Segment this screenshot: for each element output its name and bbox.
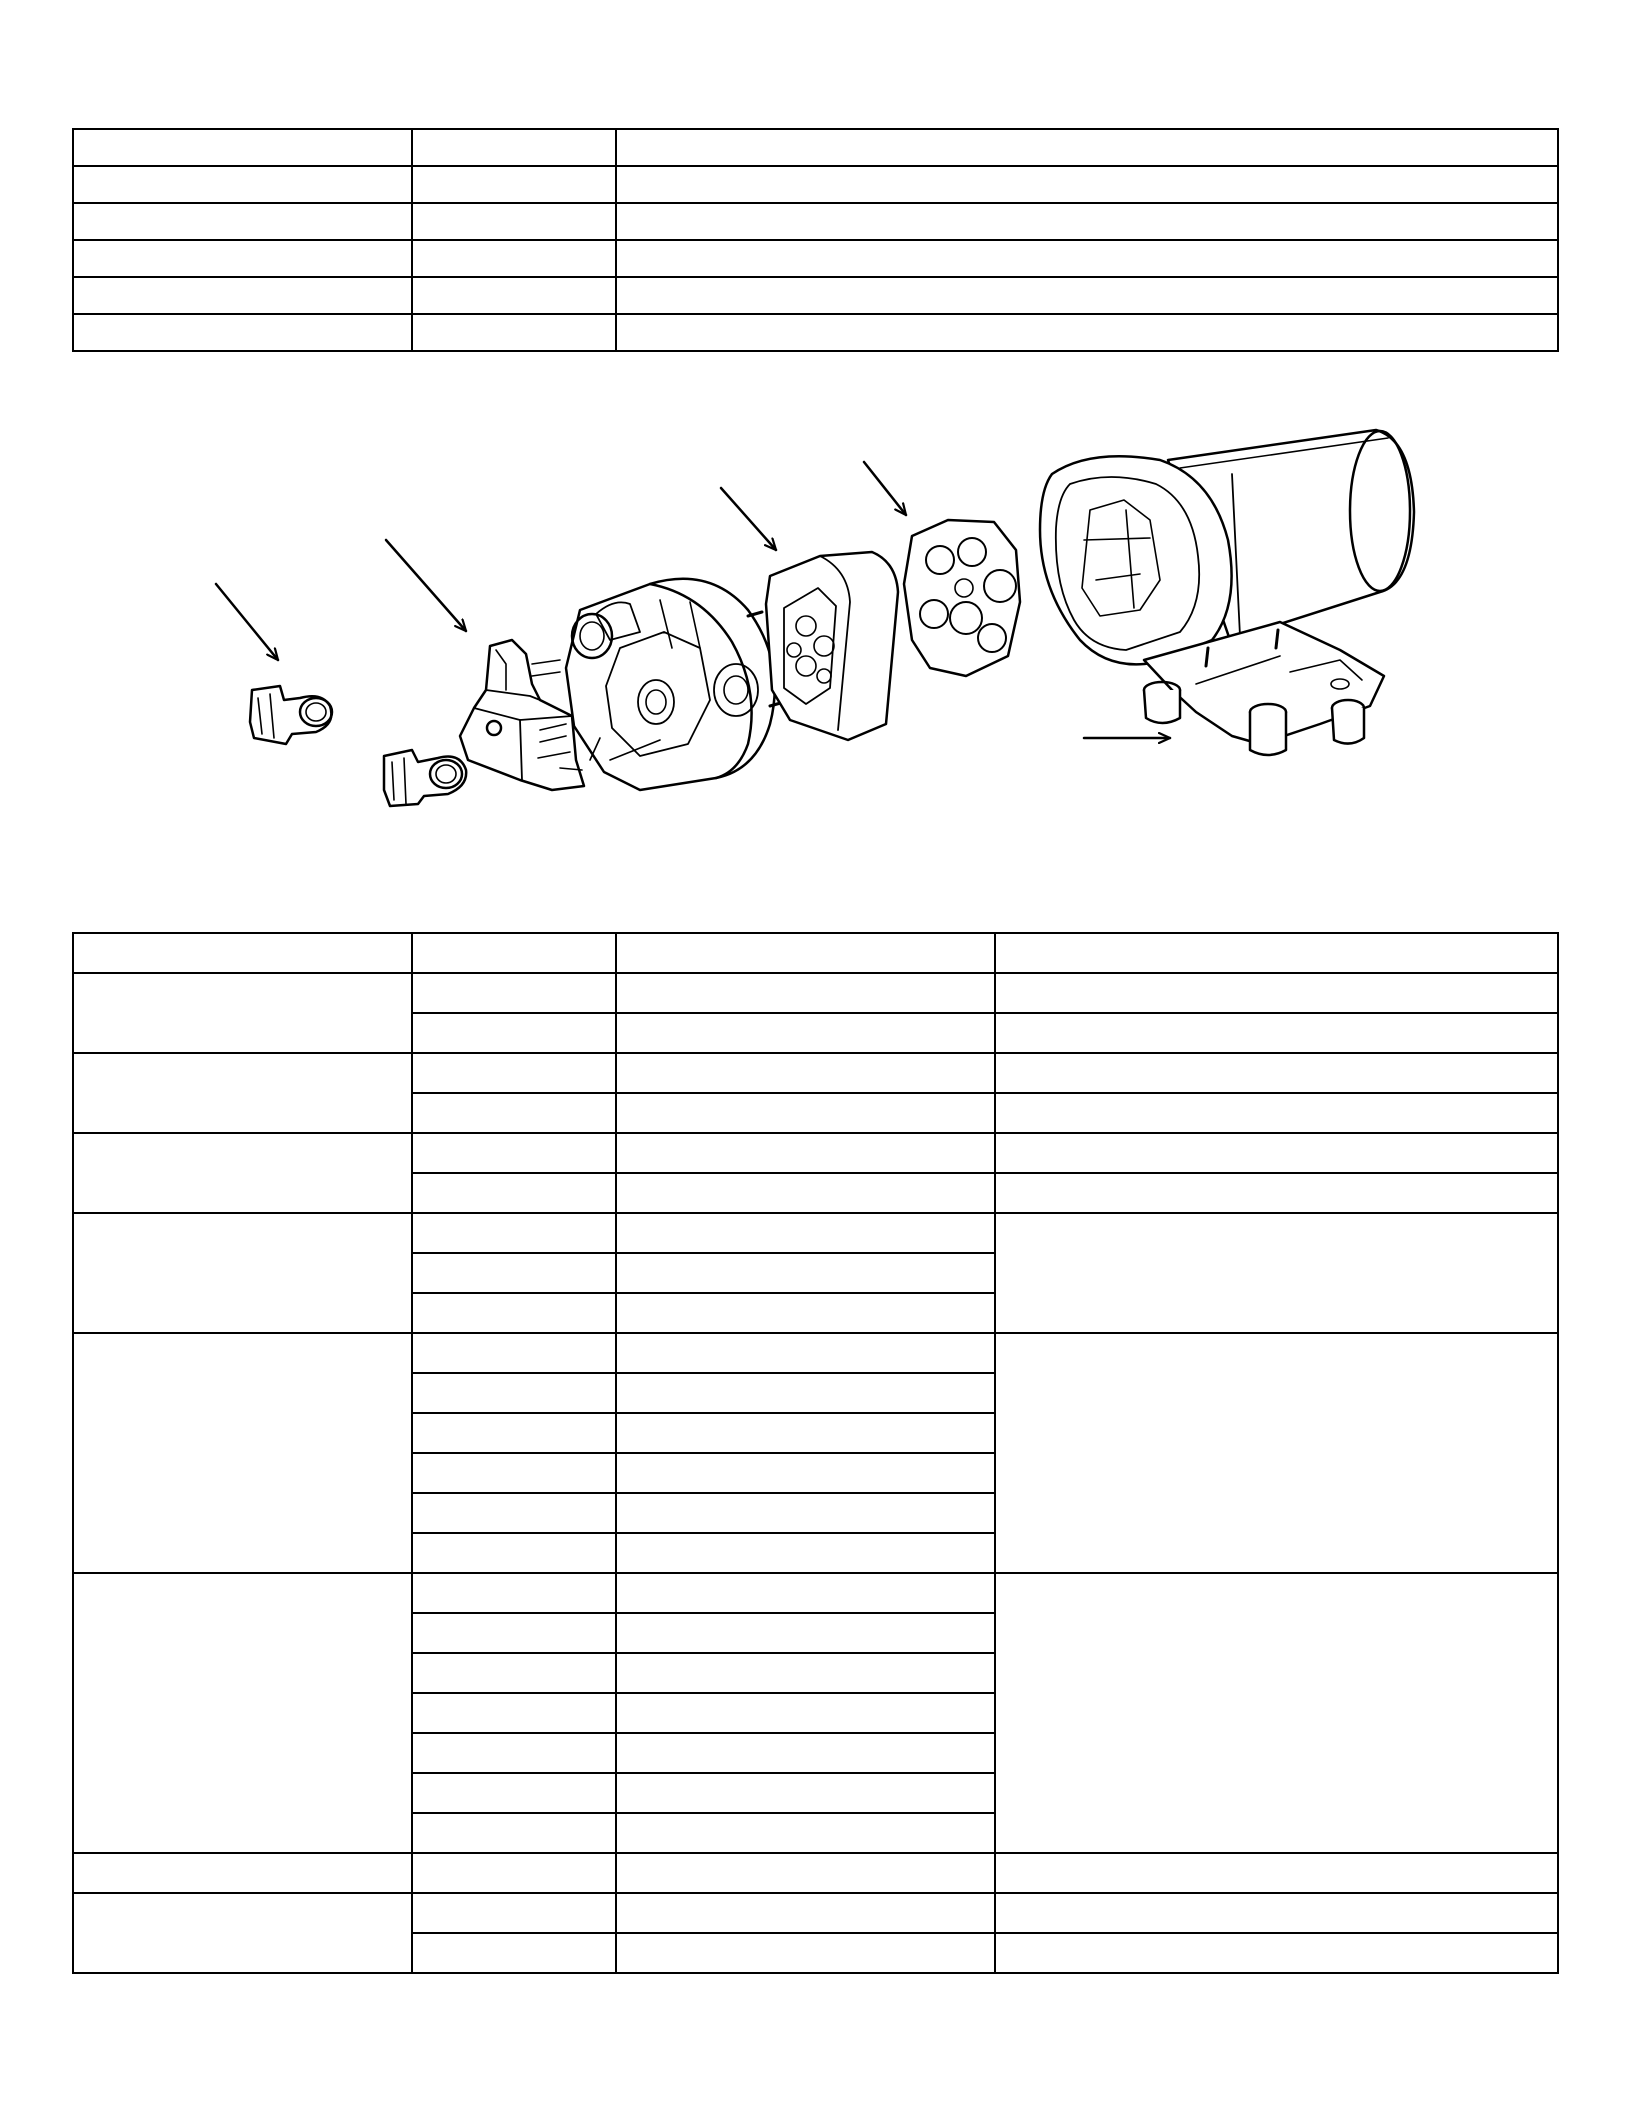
table-cell — [616, 1453, 995, 1493]
table-cell — [616, 1653, 995, 1693]
group-cell — [73, 1573, 412, 1853]
table-cell — [995, 1173, 1558, 1213]
port-fitting-part — [384, 750, 466, 806]
table-cell — [412, 314, 616, 351]
merged-description-cell — [995, 1333, 1558, 1573]
group-cell — [73, 1213, 412, 1333]
table-cell — [616, 277, 1558, 314]
table-cell — [616, 1893, 995, 1933]
table-row — [73, 166, 1558, 203]
table-cell — [616, 1573, 995, 1613]
callout-arrow — [721, 488, 776, 550]
table-cell — [616, 1413, 995, 1453]
header-cell — [616, 933, 995, 973]
table-cell — [412, 277, 616, 314]
merged-description-cell — [995, 1573, 1558, 1853]
table-cell — [73, 129, 412, 166]
table-header-row — [73, 933, 1558, 973]
callout-arrow — [386, 540, 466, 631]
table-cell — [616, 1053, 995, 1093]
table-row — [73, 1053, 1558, 1093]
table-cell — [995, 1853, 1558, 1893]
table-cell — [995, 973, 1558, 1013]
table-cell — [616, 1293, 995, 1333]
group-cell — [73, 1133, 412, 1213]
table-cell — [616, 129, 1558, 166]
table-cell — [995, 1013, 1558, 1053]
top-table — [72, 128, 1559, 352]
table-cell — [616, 1333, 995, 1373]
pump-housing — [566, 579, 784, 790]
table-cell — [412, 1093, 616, 1133]
header-cell — [412, 933, 616, 973]
table-cell — [616, 1813, 995, 1853]
table-row — [73, 1893, 1558, 1933]
table-cell — [73, 203, 412, 240]
group-cell — [73, 1893, 412, 1973]
table-cell — [412, 1573, 616, 1613]
table-row — [73, 1853, 1558, 1893]
table-cell — [412, 1253, 616, 1293]
table-cell — [616, 1373, 995, 1413]
callout-arrow — [864, 462, 906, 515]
table-cell — [412, 1893, 616, 1933]
table-cell — [616, 1093, 995, 1133]
exploded-pump-diagram — [0, 380, 1632, 860]
table-cell — [412, 1693, 616, 1733]
motor-part — [1040, 430, 1414, 664]
table-cell — [73, 240, 412, 277]
table-cell — [412, 1213, 616, 1253]
table-row — [73, 1573, 1558, 1613]
table-cell — [616, 203, 1558, 240]
table-cell — [412, 1053, 616, 1093]
table-cell — [412, 1293, 616, 1333]
table-cell — [995, 1133, 1558, 1173]
group-cell — [73, 1053, 412, 1133]
table-cell — [616, 973, 995, 1013]
diaphragm-part — [904, 520, 1020, 676]
table-cell — [412, 1773, 616, 1813]
table-row — [73, 973, 1558, 1013]
table-cell — [412, 1613, 616, 1653]
pump-head-bracket — [460, 640, 584, 790]
table-cell — [616, 1133, 995, 1173]
table-row — [73, 129, 1558, 166]
header-cell — [995, 933, 1558, 973]
table-cell — [412, 240, 616, 277]
table-cell — [412, 1453, 616, 1493]
table-cell — [995, 1893, 1558, 1933]
table-cell — [616, 1013, 995, 1053]
table-cell — [616, 1733, 995, 1773]
table-cell — [412, 1733, 616, 1773]
table-cell — [412, 203, 616, 240]
table-cell — [412, 1533, 616, 1573]
header-cell — [73, 933, 412, 973]
callout-arrow — [216, 584, 278, 660]
table-cell — [616, 1253, 995, 1293]
table-cell — [412, 166, 616, 203]
group-cell — [73, 1853, 412, 1893]
table-cell — [412, 1333, 616, 1373]
table-row — [73, 1213, 1558, 1253]
table-cell — [412, 1933, 616, 1973]
table-cell — [616, 1773, 995, 1813]
table-cell — [995, 1933, 1558, 1973]
merged-description-cell — [995, 1213, 1558, 1333]
group-cell — [73, 973, 412, 1053]
table-cell — [616, 1493, 995, 1533]
table-cell — [616, 1933, 995, 1973]
table-cell — [73, 166, 412, 203]
table-cell — [412, 1853, 616, 1893]
table-cell — [616, 240, 1558, 277]
table-cell — [616, 1853, 995, 1893]
table-cell — [616, 1693, 995, 1733]
table-row — [73, 1333, 1558, 1373]
table-cell — [616, 1213, 995, 1253]
table-cell — [412, 1133, 616, 1173]
table-row — [73, 203, 1558, 240]
table-cell — [412, 1013, 616, 1053]
table-cell — [412, 1173, 616, 1213]
table-cell — [616, 1173, 995, 1213]
port-fitting-part — [250, 686, 332, 744]
table-row — [73, 240, 1558, 277]
table-cell — [412, 1653, 616, 1693]
table-cell — [412, 1813, 616, 1853]
table-cell — [616, 314, 1558, 351]
table-cell — [412, 129, 616, 166]
table-row — [73, 1133, 1558, 1173]
table-cell — [73, 277, 412, 314]
table-cell — [616, 1533, 995, 1573]
group-cell — [73, 1333, 412, 1573]
table-cell — [995, 1053, 1558, 1093]
table-cell — [412, 1413, 616, 1453]
valve-assembly — [766, 552, 898, 740]
table-cell — [995, 1093, 1558, 1133]
table-cell — [412, 1373, 616, 1413]
table-cell — [616, 1613, 995, 1653]
table-cell — [412, 973, 616, 1013]
parts-table — [72, 932, 1559, 1974]
table-cell — [412, 1493, 616, 1533]
table-cell — [73, 314, 412, 351]
table-cell — [616, 166, 1558, 203]
table-row — [73, 277, 1558, 314]
table-row — [73, 314, 1558, 351]
